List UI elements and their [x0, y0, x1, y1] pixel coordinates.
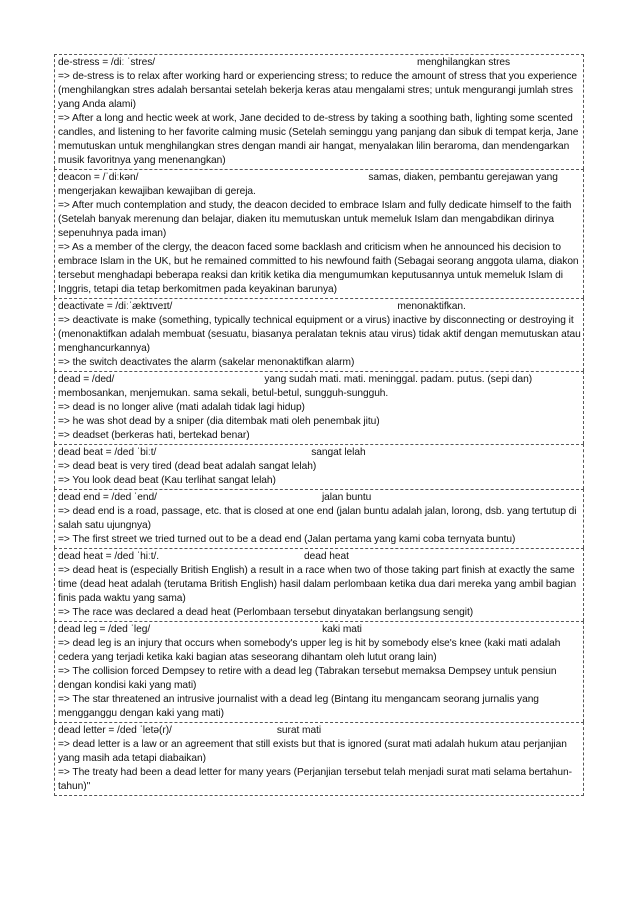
dictionary-entry [54, 722, 584, 796]
entry-example: => As a member of the clergy, the deacon faced some backlash and criticism when he announced his decision to embrace Islam in the UK, but he remained committed to his newfound faith (Sebagai seorang anggota ulama, diakon tersebut menghadapi beberapa reaksi dan kritik ketika dia mengumumkan keputusannya untuk memeluk Islam di Inggris, tetapi dia tetap berkomitmen pada keyakinan barunya) [58, 242, 579, 295]
entry-headword-line [58, 373, 581, 401]
dictionary-entry [54, 444, 584, 489]
entry-definition: => dead beat is very tired (dead beat adalah sangat lelah) [58, 461, 317, 472]
dictionary-page [54, 54, 584, 796]
entry-example: => deadset (berkeras hati, bertekad benar) [58, 430, 250, 441]
dictionary-entry [54, 621, 584, 722]
entry-translation: jalan buntu [321, 492, 372, 503]
entry-translation: menonaktifkan. [397, 301, 466, 312]
entry-translation: menghilangkan stres [417, 57, 511, 68]
dictionary-entry [54, 371, 584, 444]
entry-headword-line [58, 446, 581, 460]
dictionary-entry [54, 298, 584, 371]
entry-headword-line [58, 550, 581, 564]
entry-translation: kaki mati [322, 624, 362, 635]
entry-definition: => dead is no longer alive (mati adalah tidak lagi hidup) [58, 402, 305, 413]
entry-definition: => deactivate is make (something, typically technical equipment or a virus) inactive by disconnecting or destroying it (menonaktifkan adalah membuat (sesuatu, biasanya peralatan teknis atau virus) tidak aktif dengan memutuskan atau menghancurkannya) [58, 315, 581, 354]
dictionary-entry [54, 54, 584, 169]
entry-example: => The first street we tried turned out to be a dead end (Jalan pertama yang kami coba ternyata buntu) [58, 534, 516, 545]
entry-translation: samas, diaken, pembantu gerejawan yang mengerjakan kewajiban kewajiban di gereja. [58, 172, 558, 197]
entry-definition: => dead heat is (especially British English) a result in a race when two of those taking part finish at exactly the same time (dead heat adalah (terutama British English) hasil dalam perlombaan ketika dua dari mereka yang ambil bagian finis pada waktu yang sama) [58, 565, 577, 604]
entry-translation: surat mati [276, 725, 322, 736]
entry-term: dead leg = /ded ˈleɡ/ [58, 624, 151, 635]
entry-term: de-stress = /diː ˈstres/ [58, 57, 156, 68]
entry-definition: => de-stress is to relax after working hard or experiencing stress; to reduce the amount of stress that you experience (menghilangkan stres adalah bersantai setelah bekerja keras atau mengalami stres; untuk mengurangi jumlah stres yang Anda alami) [58, 71, 578, 110]
entry-term: deacon = /ˈdiːkən/ [58, 172, 139, 183]
entry-term: dead letter = /ded ˈletə(r)/ [58, 725, 172, 736]
entry-headword-line [58, 56, 581, 70]
entry-translation: dead heat [304, 551, 349, 562]
entry-example: => the switch deactivates the alarm (sakelar menonaktifkan alarm) [58, 357, 355, 368]
entry-term: deactivate = /diːˈæktɪveɪt/ [58, 301, 173, 312]
entry-headword-line [58, 491, 581, 505]
entry-definition: => dead letter is a law or an agreement that still exists but that is ignored (surat mati adalah hukum atau perjanjian yang masih ada tetapi diabaikan) [58, 739, 567, 764]
entry-example: => The star threatened an intrusive journalist with a dead leg (Bintang itu mengancam seorang jurnalis yang mengganggu dengan kaki yang mati) [58, 694, 539, 719]
entry-term: dead = /ded/ [58, 374, 115, 385]
entry-example: => he was shot dead by a sniper (dia ditembak mati oleh penembak jitu) [58, 416, 380, 427]
entry-term: dead heat = /ded ˈhiːt/. [58, 551, 160, 562]
entry-example: => You look dead beat (Kau terlihat sangat lelah) [58, 475, 276, 486]
dictionary-entry [54, 489, 584, 548]
entry-translation: yang sudah mati. mati. meninggal. padam. putus. (sepi dan) membosankan, menjemukan. sama sekali, betul-betul, sungguh-sungguh. [58, 374, 533, 399]
dictionary-entry [54, 548, 584, 621]
entry-example: => The race was declared a dead heat (Perlombaan tersebut dinyatakan berlangsung sengit) [58, 607, 474, 618]
entry-headword-line [58, 724, 581, 738]
entry-example: => The collision forced Dempsey to retire with a dead leg (Tabrakan tersebut memaksa Dempsey untuk pensiun dengan kondisi kaki yang mati) [58, 666, 557, 691]
entry-headword-line [58, 623, 581, 637]
entry-headword-line [58, 171, 581, 199]
dictionary-entry [54, 169, 584, 298]
entry-example: => After a long and hectic week at work, Jane decided to de-stress by taking a soothing bath, lighting some scented candles, and listening to her favorite calming music (Setelah seminggu yang panjang dan sibuk di tempat kerja, Jane memutuskan untuk menghilangkan stres dengan mandi air hangat, menyalakan lilin beraroma, dan mendengarkan musik favoritnya yang menenangkan) [58, 113, 579, 166]
entry-definition: => dead end is a road, passage, etc. that is closed at one end (jalan buntu adalah jalan, lorong, dsb. yang tertutup di salah satu ujungnya) [58, 506, 577, 531]
entry-definition: => dead leg is an injury that occurs when somebody's upper leg is hit by somebody else's knee (kaki mati adalah cedera yang terjadi ketika kaki bagian atas seseorang dihantam oleh lutut orang lain) [58, 638, 561, 663]
entry-definition: => After much contemplation and study, the deacon decided to embrace Islam and fully dedicate himself to the faith (Setelah banyak merenung dan belajar, diaken itu memutuskan untuk memeluk Islam dan mengabdikan dirinya sepenuhnya pada iman) [58, 200, 572, 239]
entry-term: dead beat = /ded ˈbiːt/ [58, 447, 157, 458]
entry-example: => The treaty had been a dead letter for many years (Perjanjian tersebut telah menjadi surat mati selama bertahun-tahun)" [58, 767, 572, 792]
entry-headword-line [58, 300, 581, 314]
entry-term: dead end = /ded ˈend/ [58, 492, 157, 503]
entry-translation: sangat lelah [311, 447, 366, 458]
